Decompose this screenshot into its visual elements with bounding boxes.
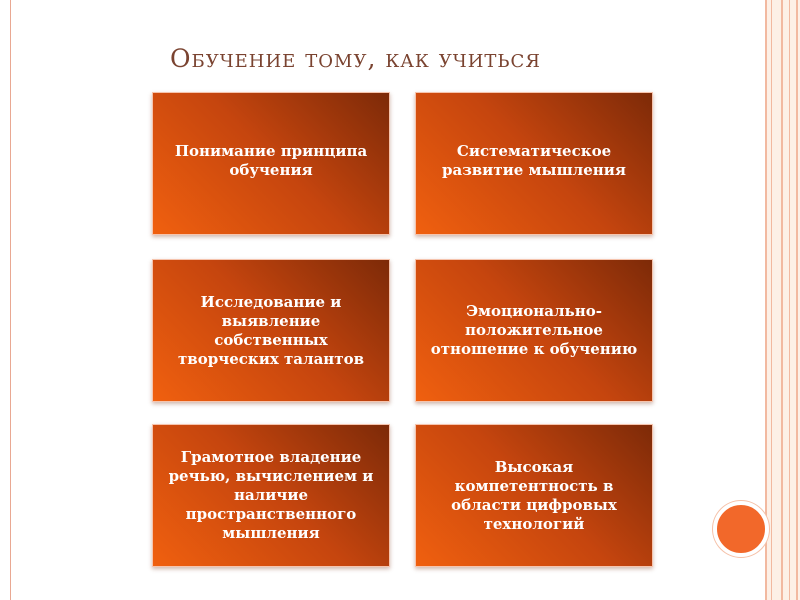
box-label: Понимание принципа обучения [174, 141, 368, 179]
box-creative-talents [152, 259, 390, 402]
box-label: Систематическое развитие мышления [441, 141, 626, 179]
slide-title: Обучение тому, как учиться [170, 44, 541, 73]
box-positive-attitude [415, 259, 653, 402]
decorative-stripe [781, 0, 783, 600]
decorative-stripe [765, 0, 767, 600]
box-learning-principle [152, 92, 390, 235]
box-digital-competence [415, 424, 653, 567]
box-label: Грамотное владение речью, вычислением и наличие пространственного мышления [168, 448, 374, 542]
decorative-stripe [796, 0, 798, 600]
decorative-stripe [771, 0, 772, 600]
box-systematic-thinking [415, 92, 653, 235]
box-literacy-skills [152, 424, 390, 567]
left-divider-line [10, 0, 11, 600]
box-label: Эмоционально-положительное отношение к обучению [430, 302, 638, 358]
decorative-circle [713, 501, 769, 557]
box-label: Высокая компетентность в области цифровых технологий [451, 457, 617, 533]
box-label: Исследование и выявление собственных творческих талантов [178, 292, 364, 368]
decorative-stripe [789, 0, 790, 600]
